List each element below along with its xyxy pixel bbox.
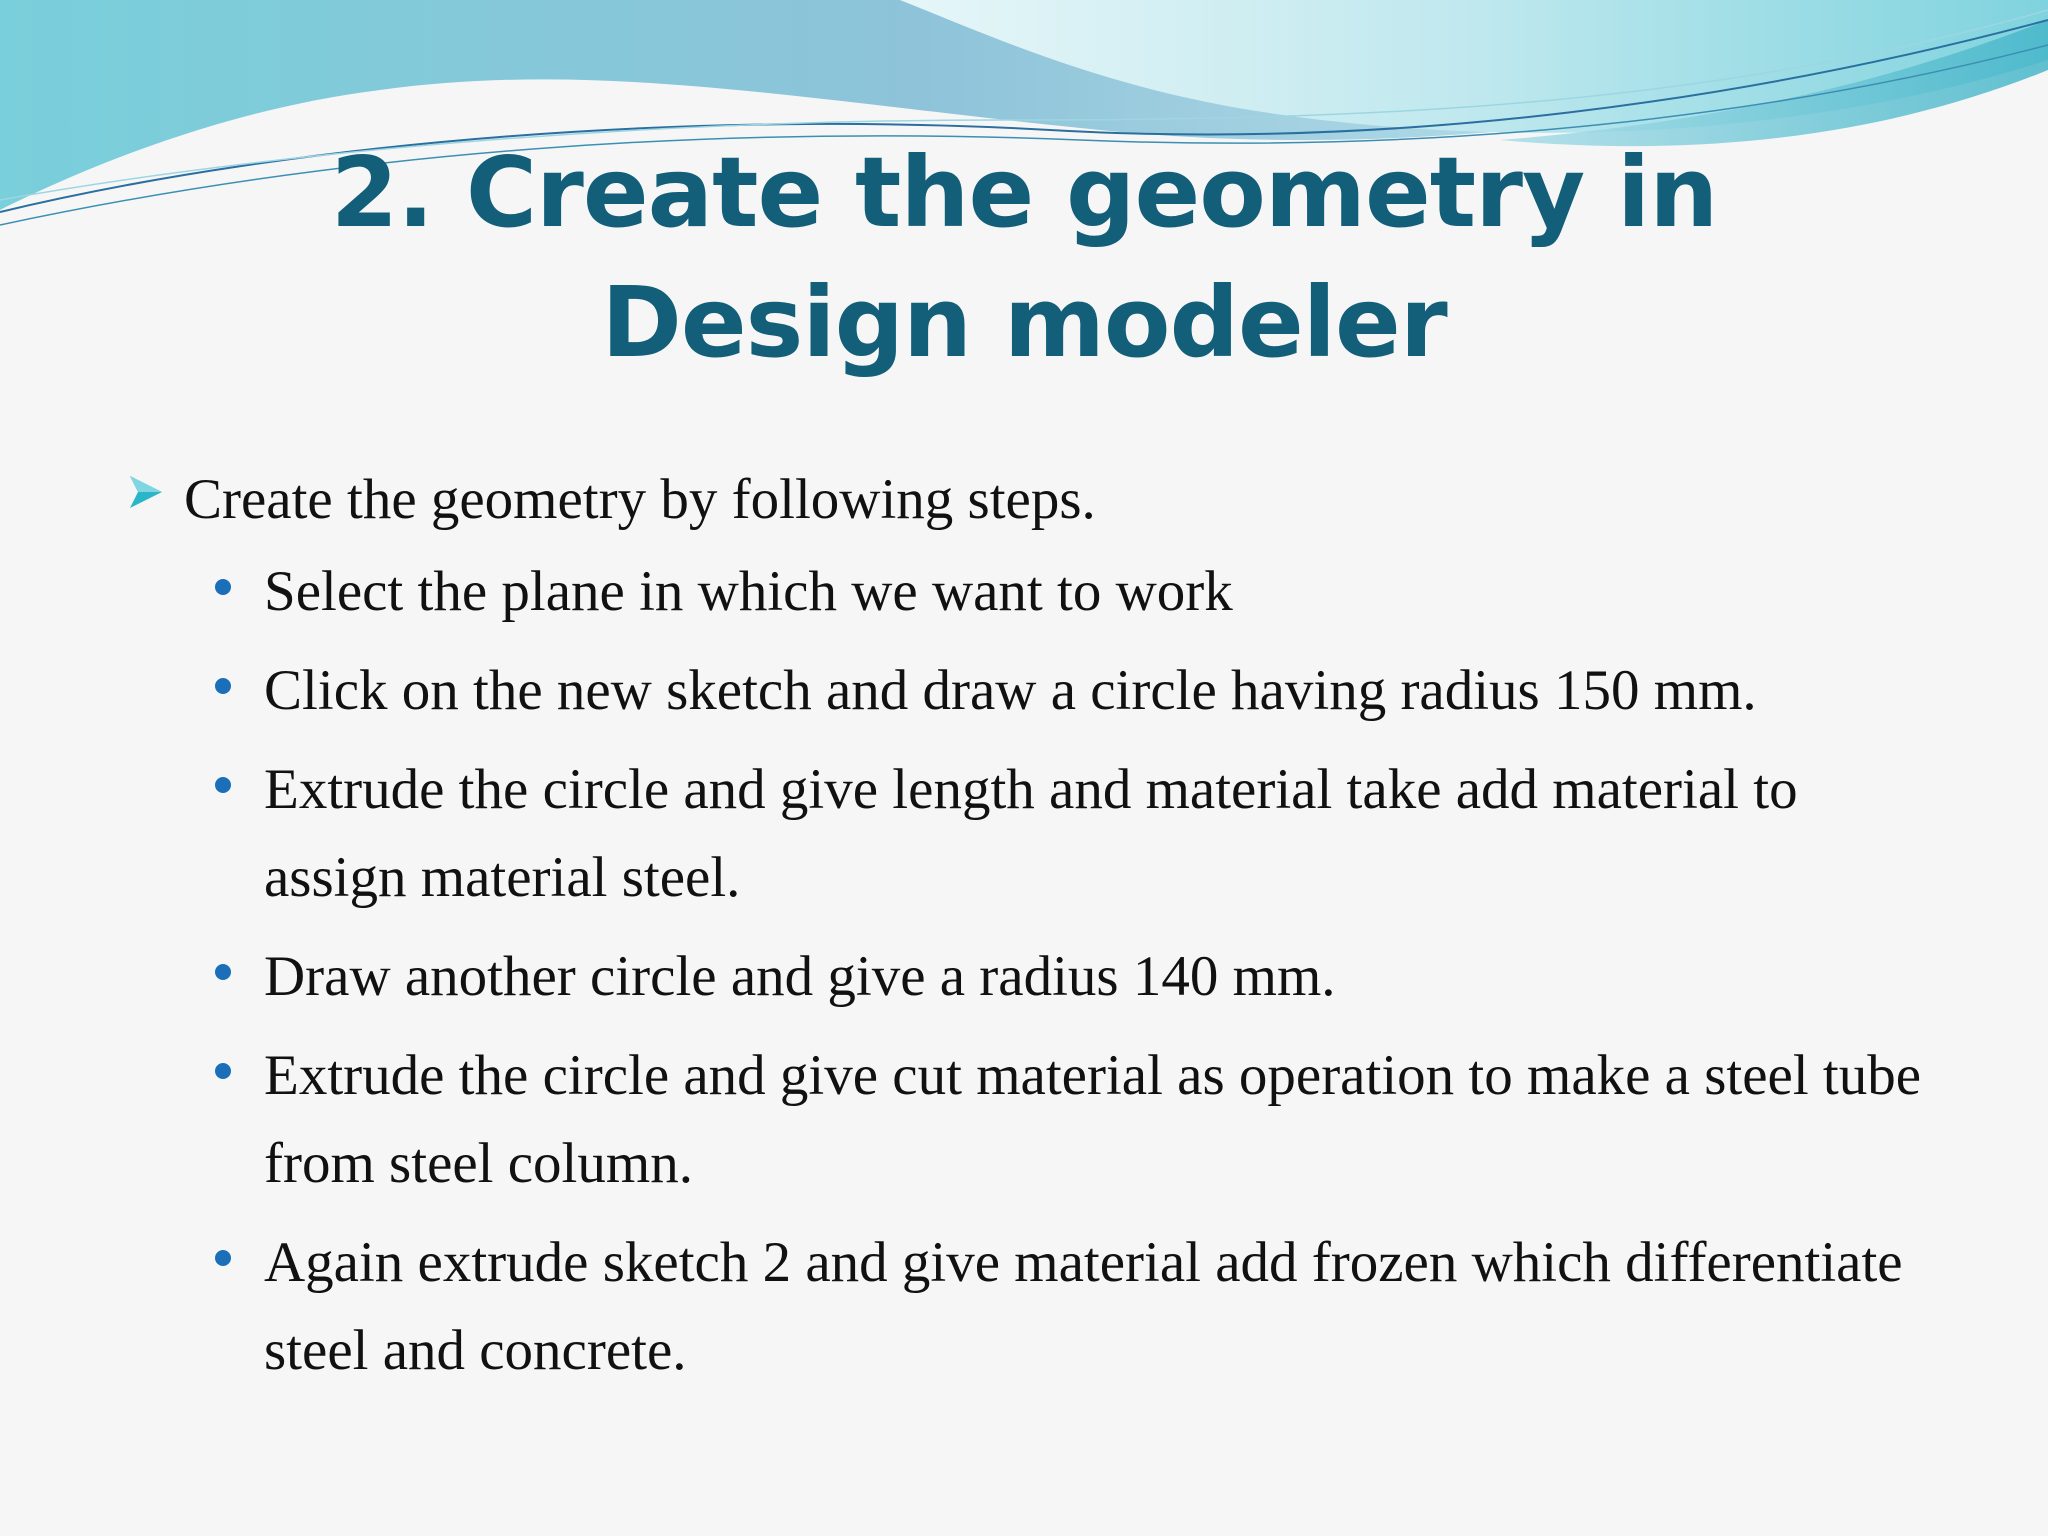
list-item bbox=[128, 746, 1948, 922]
list-item bbox=[128, 548, 1948, 636]
step-text: Select the plane in which we want to work bbox=[264, 560, 1233, 623]
intro-text: Create the geometry by following steps. bbox=[184, 468, 1096, 531]
list-item bbox=[128, 647, 1948, 735]
intro-bullet bbox=[128, 462, 1948, 538]
step-text: Extrude the circle and give length and material take add material to assign material steel. bbox=[264, 758, 1798, 909]
steps-list bbox=[128, 548, 1948, 1395]
dot-bullet-icon bbox=[215, 964, 231, 980]
list-item bbox=[128, 933, 1948, 1021]
slide-title: 2. Create the geometry in Design modeler bbox=[330, 136, 1718, 379]
dot-bullet-icon bbox=[215, 579, 231, 595]
dot-bullet-icon bbox=[215, 777, 231, 793]
list-item bbox=[128, 1032, 1948, 1208]
step-text: Click on the new sketch and draw a circle having radius 150 mm. bbox=[264, 659, 1757, 722]
dot-bullet-icon bbox=[215, 1250, 231, 1266]
dot-bullet-icon bbox=[215, 678, 231, 694]
arrowhead-bullet-icon bbox=[128, 472, 164, 512]
step-text: Extrude the circle and give cut material as operation to make a steel tube from steel column. bbox=[264, 1044, 1922, 1195]
step-text: Draw another circle and give a radius 140 mm. bbox=[264, 945, 1336, 1008]
dot-bullet-icon bbox=[215, 1063, 231, 1079]
list-item bbox=[128, 1219, 1948, 1395]
slide-content bbox=[128, 462, 1948, 1406]
step-text: Again extrude sketch 2 and give material add frozen which differentiate steel and concrete. bbox=[264, 1231, 1903, 1382]
